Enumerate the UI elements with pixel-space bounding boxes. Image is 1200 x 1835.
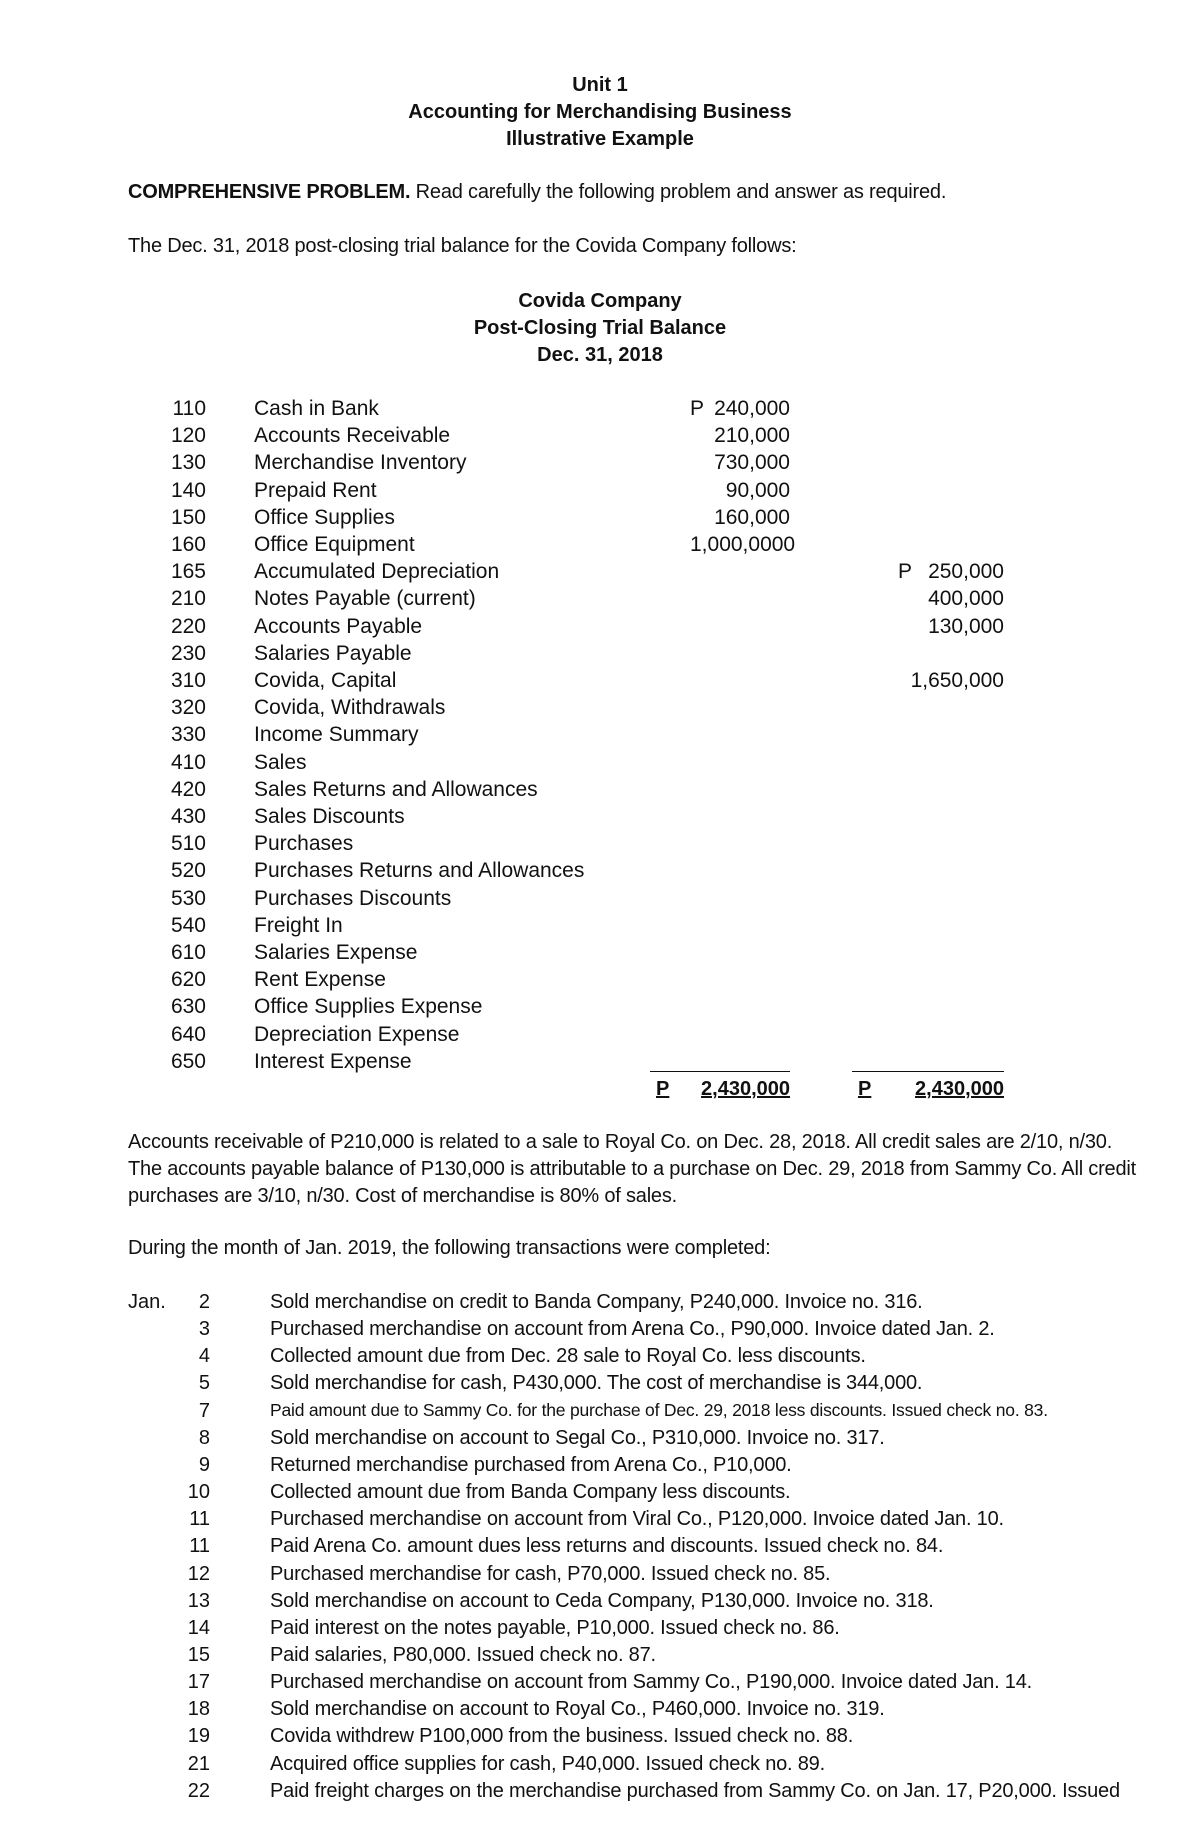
document-subtitle: Illustrative Example — [506, 128, 694, 150]
transaction-row — [0, 1372, 1200, 1399]
tb-account-code: 160 — [170, 533, 206, 556]
transaction-row — [0, 1780, 1200, 1807]
transaction-day: 18 — [187, 1698, 210, 1721]
tb-account-code: 165 — [170, 560, 206, 584]
tb-account-name: Office Equipment — [254, 533, 415, 556]
transaction-description: Paid Arena Co. amount dues less returns and discounts. Issued check no. 84. — [270, 1535, 944, 1558]
tb-account-code: 130 — [170, 451, 206, 475]
transaction-day: 14 — [187, 1616, 210, 1639]
transaction-day: 10 — [187, 1481, 210, 1504]
tb-account-code: 610 — [170, 941, 206, 964]
transaction-row — [0, 1563, 1200, 1590]
transaction-day: 17 — [187, 1671, 210, 1694]
tb-account-name: Depreciation Expense — [254, 1022, 460, 1046]
transaction-day: 4 — [198, 1345, 210, 1368]
tb-account-name: Covida, Withdrawals — [254, 696, 446, 720]
tb-row — [0, 506, 1200, 533]
tb-row — [0, 941, 1200, 968]
transaction-description: Sold merchandise on account to Royal Co., P460,000. Invoice no. 319. — [270, 1698, 885, 1721]
transaction-description: Collected amount due from Dec. 28 sale to Royal Co. less discounts. — [270, 1345, 866, 1368]
tb-row — [0, 995, 1200, 1022]
tb-row — [0, 778, 1200, 805]
transaction-row — [0, 1508, 1200, 1535]
debit-total-peso: P — [656, 1078, 670, 1100]
transaction-description: Sold merchandise for cash, P430,000. The cost of merchandise is 344,000. — [270, 1372, 923, 1395]
tb-account-name: Income Summary — [254, 723, 419, 747]
transaction-day: 7 — [198, 1399, 210, 1422]
tb-account-name: Sales Discounts — [254, 805, 405, 828]
transaction-description: Sold merchandise on account to Segal Co., P310,000. Invoice no. 317. — [270, 1426, 885, 1449]
transaction-day: 11 — [189, 1508, 210, 1531]
tb-row — [0, 723, 1200, 750]
transaction-row — [0, 1535, 1200, 1562]
tb-account-name: Prepaid Rent — [254, 478, 377, 502]
transaction-day: 12 — [187, 1562, 210, 1585]
tb-title: Post-Closing Trial Balance — [473, 317, 727, 339]
tb-account-code: 630 — [170, 995, 206, 1019]
transaction-description: Paid freight charges on the merchandise purchased from Sammy Co. on Jan. 17, P20,000. Issued — [270, 1779, 1120, 1802]
transaction-description: Purchased merchandise for cash, P70,000. Issued check no. 85. — [270, 1562, 831, 1585]
tb-row — [0, 642, 1200, 669]
tb-account-code: 640 — [170, 1022, 206, 1046]
tb-account-code: 220 — [170, 614, 206, 638]
transaction-row — [0, 1590, 1200, 1617]
transaction-row — [0, 1400, 1200, 1427]
tb-account-name: Salaries Expense — [254, 941, 418, 964]
transaction-day: 2 — [198, 1291, 210, 1313]
transaction-row — [0, 1617, 1200, 1644]
transaction-description: Sold merchandise on credit to Banda Company, P240,000. Invoice no. 316. — [270, 1291, 923, 1313]
tb-row — [0, 859, 1200, 886]
tb-account-name: Cash in Bank — [254, 397, 379, 420]
tb-row — [0, 805, 1200, 832]
tb-account-name: Purchases — [254, 832, 354, 856]
tb-credit-amount: 1,650,000 — [910, 669, 1004, 692]
tb-account-name: Sales — [254, 750, 307, 774]
transaction-row — [0, 1753, 1200, 1780]
tb-credit-amount: 250,000 — [928, 560, 1004, 584]
tb-account-name: Notes Payable (current) — [254, 587, 476, 611]
tb-account-name: Covida, Capital — [254, 669, 397, 692]
tb-row — [0, 424, 1200, 451]
tb-account-name: Salaries Payable — [254, 641, 412, 665]
tb-account-name: Freight In — [254, 913, 343, 937]
tb-account-code: 110 — [172, 397, 206, 420]
tb-row — [0, 669, 1200, 696]
transaction-day: 3 — [198, 1318, 210, 1341]
credit-total-peso: P — [858, 1078, 872, 1100]
tb-account-code: 540 — [170, 913, 206, 937]
document-title: Accounting for Merchandising Business — [408, 101, 792, 123]
transaction-description: Collected amount due from Banda Company less discounts. — [270, 1481, 791, 1504]
tb-account-name: Office Supplies — [254, 505, 395, 529]
tb-credit-peso: P — [898, 560, 913, 584]
tb-debit-amount: 1,000,0000 — [690, 533, 796, 556]
transaction-row — [0, 1318, 1200, 1345]
transactions-lead: During the month of Jan. 2019, the following transactions were completed: — [128, 1237, 771, 1259]
tb-row — [0, 397, 1200, 424]
transaction-day: 8 — [198, 1426, 210, 1449]
problem-statement — [128, 181, 946, 204]
transaction-description: Covida withdrew P100,000 from the business. Issued check no. 88. — [270, 1725, 854, 1748]
tb-account-code: 430 — [170, 805, 206, 828]
tb-credit-amount: 130,000 — [928, 614, 1004, 638]
tb-account-code: 650 — [170, 1049, 206, 1073]
transactions-month: Jan. — [128, 1291, 166, 1313]
transaction-row — [0, 1291, 1200, 1318]
transaction-row — [0, 1345, 1200, 1372]
transaction-row — [0, 1644, 1200, 1671]
transaction-row — [0, 1725, 1200, 1752]
transaction-day: 22 — [187, 1779, 210, 1802]
tb-account-code: 210 — [170, 587, 206, 611]
transaction-day: 15 — [187, 1643, 210, 1666]
transaction-day: 21 — [187, 1752, 210, 1775]
tb-account-code: 420 — [170, 777, 206, 801]
debit-total: 2,430,000 — [701, 1078, 790, 1100]
tb-row — [0, 533, 1200, 560]
transaction-day: 11 — [189, 1535, 210, 1558]
debit-total-rule — [650, 1071, 790, 1072]
tb-debit-amount: 90,000 — [725, 478, 790, 502]
credit-total: 2,430,000 — [915, 1078, 1004, 1100]
tb-account-name: Merchandise Inventory — [254, 451, 467, 475]
tb-debit-amount: 730,000 — [714, 451, 790, 475]
problem-label: COMPREHENSIVE PROBLEM. — [128, 181, 411, 203]
transaction-description: Acquired office supplies for cash, P40,000. Issued check no. 89. — [270, 1752, 825, 1775]
transaction-description: Purchased merchandise on account from Sammy Co., P190,000. Invoice dated Jan. 14. — [270, 1671, 1033, 1694]
tb-row — [0, 914, 1200, 941]
tb-row — [0, 696, 1200, 723]
tb-account-code: 530 — [170, 886, 206, 910]
transaction-day: 5 — [198, 1372, 210, 1395]
tb-account-name: Sales Returns and Allowances — [254, 777, 538, 801]
notes-paragraph: Accounts receivable of P210,000 is related to a sale to Royal Co. on Dec. 28, 2018. All credit sales are 2/10, n/30. The accounts payable balance of P130,000 is attributable to a purchase on Dec. 29, 2018 from Sammy Co. All credit purchases are 3/10, n/30. Cost of merchandise is 80% of sales. — [128, 1131, 1136, 1207]
transaction-description: Paid amount due to Sammy Co. for the purchase of Dec. 29, 2018 less discounts. Issued check no. 83. — [270, 1399, 1048, 1420]
tb-account-code: 310 — [170, 669, 206, 692]
tb-account-code: 520 — [170, 859, 206, 883]
tb-row — [0, 751, 1200, 778]
transaction-day: 13 — [187, 1589, 210, 1612]
transaction-row — [0, 1671, 1200, 1698]
tb-account-name: Purchases Returns and Allowances — [254, 859, 585, 883]
tb-account-code: 620 — [170, 968, 206, 992]
tb-debit-amount: 160,000 — [714, 505, 790, 529]
tb-date: Dec. 31, 2018 — [537, 344, 663, 366]
tb-row — [0, 832, 1200, 859]
transaction-description: Returned merchandise purchased from Arena Co., P10,000. — [270, 1453, 792, 1476]
tb-account-name: Office Supplies Expense — [254, 995, 483, 1019]
credit-total-rule — [852, 1071, 1004, 1072]
tb-row — [0, 587, 1200, 614]
transaction-description: Paid salaries, P80,000. Issued check no. 87. — [270, 1643, 656, 1666]
transaction-day: 19 — [187, 1725, 210, 1748]
transaction-description: Purchased merchandise on account from Viral Co., P120,000. Invoice dated Jan. 10. — [270, 1508, 1004, 1531]
intro-lead: The Dec. 31, 2018 post-closing trial balance for the Covida Company follows: — [128, 235, 797, 257]
tb-row — [0, 1023, 1200, 1050]
transaction-row — [0, 1481, 1200, 1508]
tb-row — [0, 1050, 1200, 1077]
tb-company: Covida Company — [518, 290, 682, 312]
tb-account-name: Accounts Receivable — [254, 424, 451, 448]
tb-row — [0, 968, 1200, 995]
tb-account-code: 330 — [170, 723, 206, 747]
tb-account-name: Accumulated Depreciation — [254, 560, 500, 584]
tb-credit-amount: 400,000 — [928, 587, 1004, 611]
tb-account-name: Interest Expense — [254, 1049, 412, 1073]
tb-account-code: 140 — [170, 478, 206, 502]
transaction-description: Paid interest on the notes payable, P10,000. Issued check no. 86. — [270, 1616, 840, 1639]
unit-heading: Unit 1 — [572, 74, 628, 96]
transaction-description: Sold merchandise on account to Ceda Company, P130,000. Invoice no. 318. — [270, 1589, 934, 1612]
tb-account-name: Accounts Payable — [254, 614, 423, 638]
tb-account-code: 230 — [170, 641, 206, 665]
transaction-row — [0, 1454, 1200, 1481]
tb-account-code: 150 — [170, 505, 206, 529]
tb-row — [0, 451, 1200, 478]
problem-text: Read carefully the following problem and answer as required. — [415, 181, 947, 203]
tb-account-code: 410 — [170, 750, 206, 774]
tb-debit-amount: 210,000 — [714, 424, 790, 448]
tb-debit-peso: P — [690, 397, 705, 420]
tb-account-name: Purchases Discounts — [254, 886, 452, 910]
transaction-row — [0, 1427, 1200, 1454]
tb-row — [0, 479, 1200, 506]
tb-debit-amount: 240,000 — [714, 397, 790, 420]
transaction-description: Purchased merchandise on account from Arena Co., P90,000. Invoice dated Jan. 2. — [270, 1318, 995, 1341]
tb-account-code: 320 — [170, 696, 206, 720]
transaction-day: 9 — [198, 1453, 210, 1476]
tb-account-code: 120 — [170, 424, 206, 448]
tb-account-name: Rent Expense — [254, 968, 386, 992]
tb-row — [0, 560, 1200, 587]
transaction-row — [0, 1698, 1200, 1725]
tb-account-code: 510 — [170, 832, 206, 856]
tb-row — [0, 615, 1200, 642]
tb-row — [0, 887, 1200, 914]
